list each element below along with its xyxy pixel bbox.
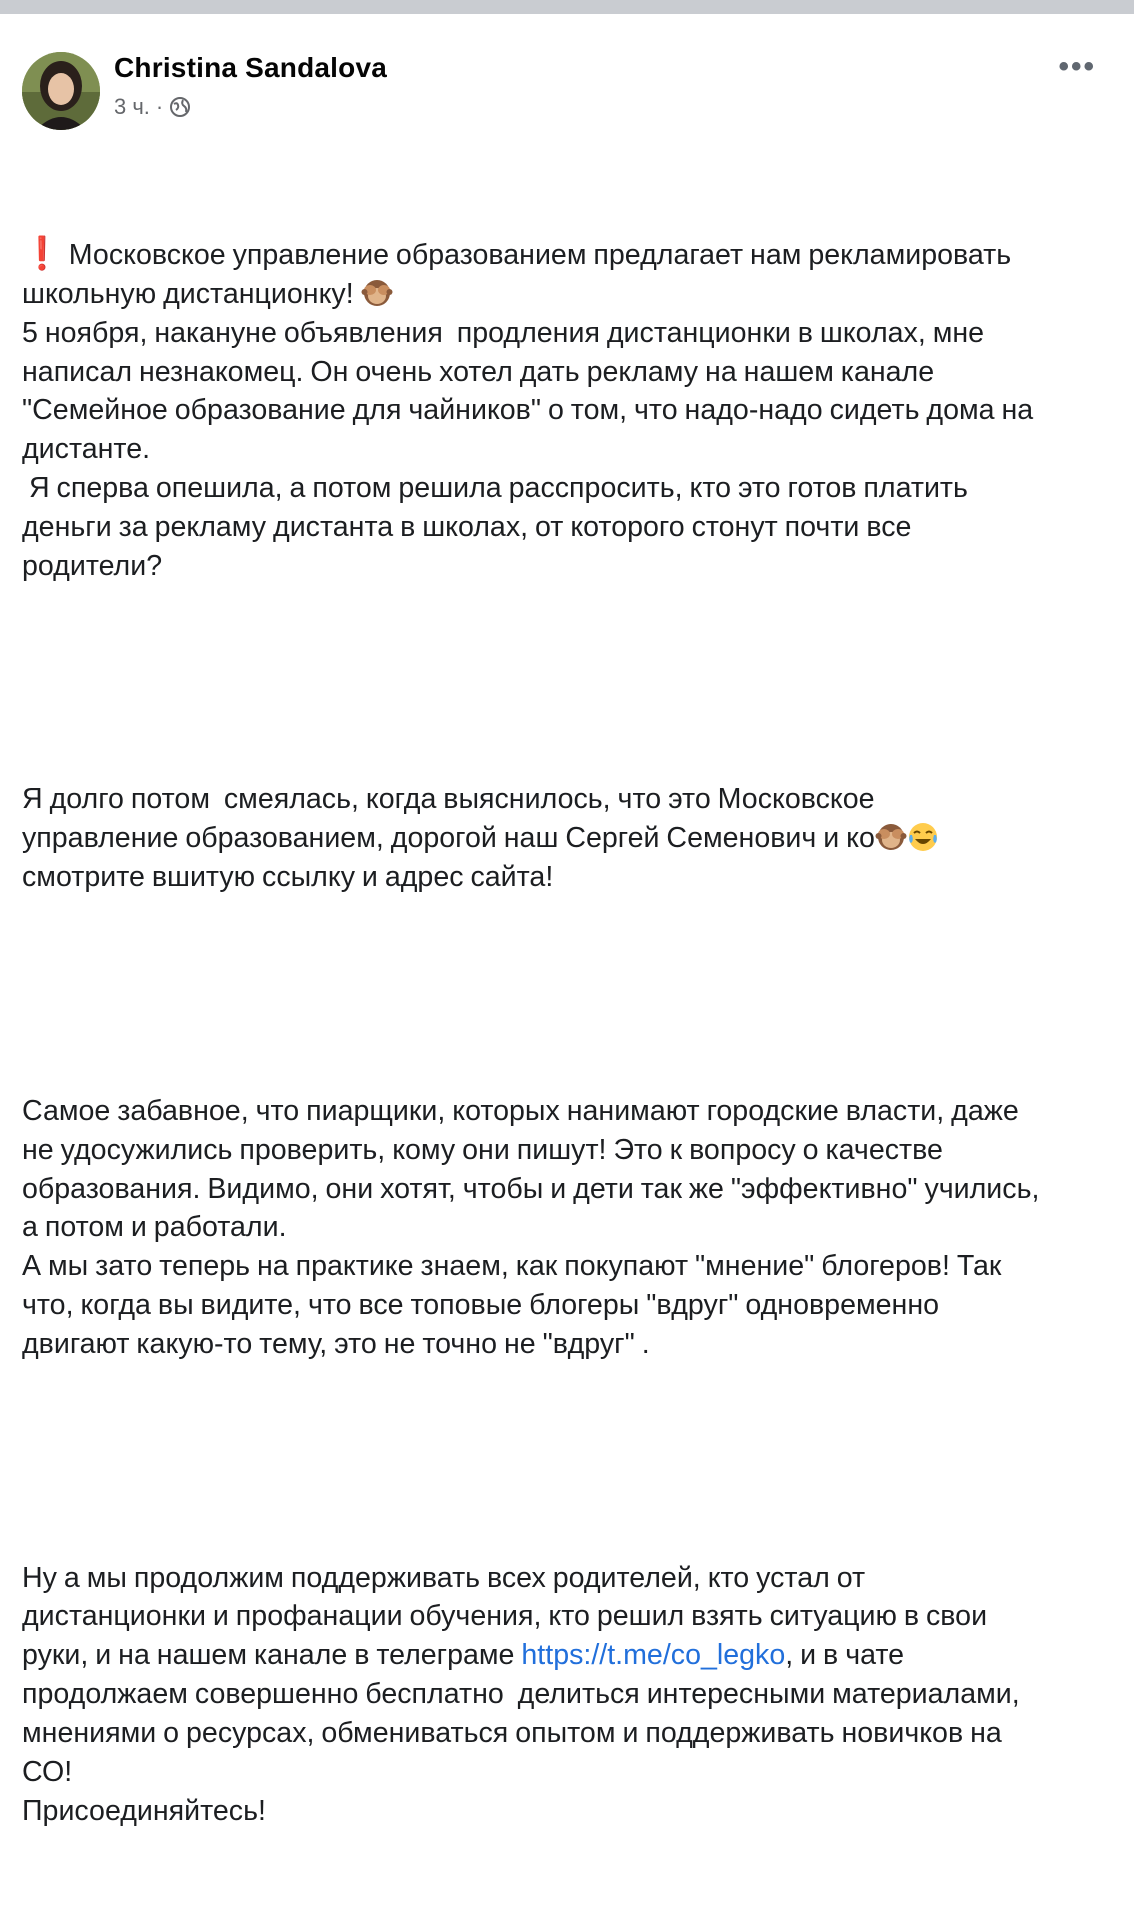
post-card — [0, 14, 1134, 1828]
see-no-evil-monkey-emoji — [361, 277, 393, 309]
tears-of-joy-emoji — [907, 821, 939, 853]
exclamation-icon: ❗ — [22, 234, 62, 271]
paragraph-2: Я долго потом смеялась, когда выяснилось, что это Московское управление образованием, дорогой наш Сергей Семенович и ко смотрите вшитую ссылку и адрес сайта! — [22, 780, 1122, 897]
see-no-evil-monkey-emoji — [875, 821, 907, 853]
paragraph-3: Самое забавное, что пиарщики, которых нанимают городские власти, даже не удосужились проверить, кому они пишут! Это к вопросу о качестве образования. Видимо, они хотят, чтобы и дети так же "эффективно" учились, а потом и работали. А мы зато теперь на практике знаем, как покупают "мнение" блогеров! Так что, когда вы видите, что все топовые блогеры "вдруг" одновременно двигают какую-то тему, это не точно не "вдруг" . — [22, 1094, 1040, 1361]
avatar[interactable] — [22, 52, 100, 130]
more-options-icon[interactable]: ••• — [1058, 50, 1096, 83]
post-time[interactable]: 3 ч. — [114, 94, 150, 119]
top-divider — [0, 0, 1134, 14]
post-body — [22, 156, 1122, 1909]
avatar-photo — [22, 52, 100, 130]
telegram-channel-link[interactable]: https://t.me/co_legko — [521, 1639, 786, 1672]
paragraph-4: Ну а мы продолжим поддерживать всех родителей, кто устал от дистанционки и профанации обучения, кто решил взять ситуацию в свои руки, и на нашем канале в телеграме https://t.me/co_legko, и в чате продолжаем совершенно бесплатно делиться интересными материалами, мнениями о ресурсах, обмениваться опытом и поддерживать новичков на СО! Присоединяйтесь! — [22, 1561, 1020, 1828]
globe-icon[interactable] — [169, 96, 191, 118]
paragraph-gap — [22, 1442, 1122, 1481]
paragraph-1: ❗ Московское управление образованием предлагает нам рекламировать школьную дистанционку! 5 ноября, накануне объявления продления дистанционки в школах, мне написал незнакомец. Он очень хотел дать рекламу на нашем канале "Семейное образование для чайников" о том, что надо-надо сидеть дома на дистанте. Я сперва опешила, а потом решила расспросить, кто это готов платить деньги за рекламу дистанта в школах, от которого стонут почти все родители? — [22, 234, 1034, 583]
paragraph-gap — [22, 664, 1122, 703]
post-meta — [114, 94, 191, 120]
paragraph-gap — [22, 975, 1122, 1014]
author-name[interactable]: Christina Sandalova — [114, 52, 387, 83]
meta-separator: · — [155, 94, 164, 119]
